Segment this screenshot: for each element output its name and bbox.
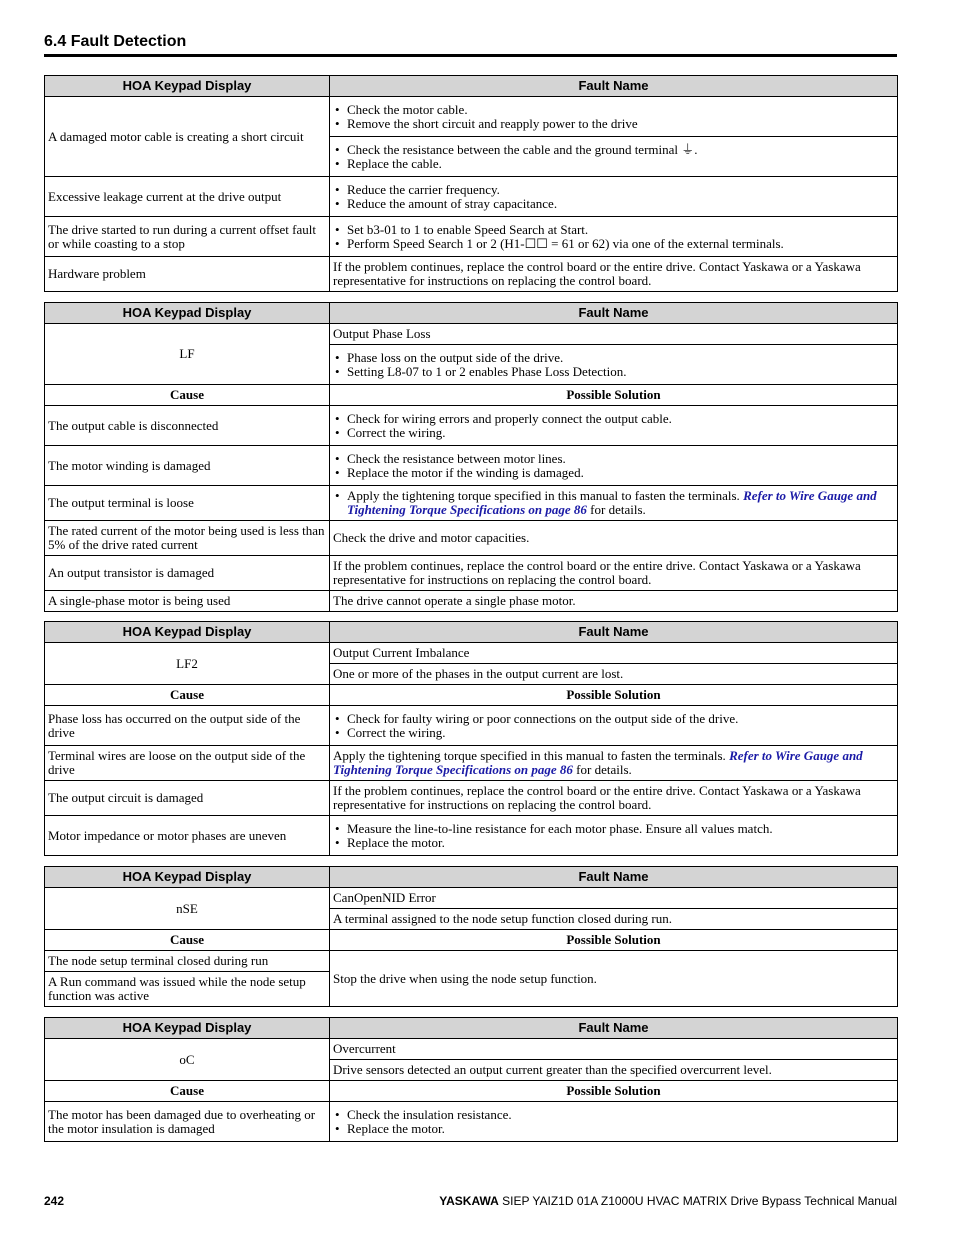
cause-cell: The node setup terminal closed during run bbox=[45, 951, 330, 972]
cause-header: Cause bbox=[45, 685, 330, 706]
cause-cell: The output cable is disconnected bbox=[45, 406, 330, 446]
solution-item: • Remove the short circuit and reapply power to the drive bbox=[333, 117, 894, 131]
description-item: • Phase loss on the output side of the drive. bbox=[333, 351, 894, 365]
fault-name: Overcurrent bbox=[330, 1039, 898, 1060]
cause-cell: Motor impedance or motor phases are uneven bbox=[45, 816, 330, 856]
solution-cell: Stop the drive when using the node setup function. bbox=[330, 951, 898, 1007]
solution-cell bbox=[330, 1102, 898, 1142]
section-rule bbox=[44, 54, 897, 57]
fault-table-nse bbox=[44, 866, 898, 1007]
cause-cell: The rated current of the motor being used is less than 5% of the drive rated current bbox=[45, 521, 330, 556]
fault-code: LF bbox=[45, 324, 330, 385]
possible-solution-header: Possible Solution bbox=[330, 930, 898, 951]
solution-item: • Check the motor cable. bbox=[333, 103, 894, 117]
solution-cell: If the problem continues, replace the control board or the entire drive. Contact Yaskawa or a Yaskawa representative for instructions on replacing the control board. bbox=[330, 781, 898, 816]
fault-code: LF2 bbox=[45, 643, 330, 685]
fault-name-header: Fault Name bbox=[330, 1018, 898, 1039]
cause-cell: The motor winding is damaged bbox=[45, 446, 330, 486]
cause-header: Cause bbox=[45, 385, 330, 406]
possible-solution-header: Possible Solution bbox=[330, 1081, 898, 1102]
solution-item: • Replace the cable. bbox=[333, 157, 894, 171]
fault-name-header: Fault Name bbox=[330, 867, 898, 888]
cause-cell: Hardware problem bbox=[45, 257, 330, 292]
cause-header: Cause bbox=[45, 1081, 330, 1102]
section-title: 6.4 Fault Detection bbox=[44, 33, 187, 50]
cause-cell: A single-phase motor is being used bbox=[45, 591, 330, 612]
cause-cell: An output transistor is damaged bbox=[45, 556, 330, 591]
cause-cell: Excessive leakage current at the drive output bbox=[45, 177, 330, 217]
wire-gauge-reference-link[interactable]: Refer to Wire Gauge and Tightening Torque Specifications on page 86 bbox=[333, 748, 863, 777]
fault-name-header: Fault Name bbox=[330, 76, 898, 97]
solution-cell bbox=[330, 406, 898, 446]
hoa-keypad-display-header: HOA Keypad Display bbox=[45, 303, 330, 324]
solution-cell bbox=[330, 97, 898, 137]
cause-cell: A Run command was issued while the node setup function was active bbox=[45, 972, 330, 1007]
solution-item: • Measure the line-to-line resistance for each motor phase. Ensure all values match. bbox=[333, 822, 894, 836]
fault-description: A terminal assigned to the node setup function closed during run. bbox=[330, 909, 898, 930]
solution-cell: If the problem continues, replace the control board or the entire drive. Contact Yaskawa or a Yaskawa representative for instructions on replacing the control board. bbox=[330, 556, 898, 591]
solution-item: • Check for wiring errors and properly connect the output cable. bbox=[333, 412, 894, 426]
solution-cell bbox=[330, 446, 898, 486]
solution-cell bbox=[330, 217, 898, 257]
solution-item: • Check the resistance between the cable and the ground terminal ⏚. bbox=[333, 143, 894, 157]
solution-item: • Set b3-01 to 1 to enable Speed Search at Start. bbox=[333, 223, 894, 237]
fault-name: Output Phase Loss bbox=[330, 324, 898, 345]
solution-text: for details. bbox=[572, 762, 632, 777]
hoa-keypad-display-header: HOA Keypad Display bbox=[45, 867, 330, 888]
solution-cell: If the problem continues, replace the control board or the entire drive. Contact Yaskawa or a Yaskawa representative for instructions on replacing the control board. bbox=[330, 257, 898, 292]
fault-name: CanOpenNID Error bbox=[330, 888, 898, 909]
solution-cell bbox=[330, 486, 898, 521]
solution-item bbox=[333, 489, 894, 517]
fault-name-header: Fault Name bbox=[330, 622, 898, 643]
solution-text: for details. bbox=[586, 502, 646, 517]
fault-description: One or more of the phases in the output current are lost. bbox=[330, 664, 898, 685]
cause-cell: The output circuit is damaged bbox=[45, 781, 330, 816]
solution-item: • Check for faulty wiring or poor connections on the output side of the drive. bbox=[333, 712, 894, 726]
solution-cell bbox=[330, 177, 898, 217]
cause-cell: A damaged motor cable is creating a short circuit bbox=[45, 97, 330, 177]
fault-table-lf bbox=[44, 302, 898, 612]
possible-solution-header: Possible Solution bbox=[330, 685, 898, 706]
fault-name: Output Current Imbalance bbox=[330, 643, 898, 664]
solution-cell: The drive cannot operate a single phase motor. bbox=[330, 591, 898, 612]
fault-code: oC bbox=[45, 1039, 330, 1081]
possible-solution-header: Possible Solution bbox=[330, 385, 898, 406]
cause-cell: The drive started to run during a current offset fault or while coasting to a stop bbox=[45, 217, 330, 257]
solution-cell bbox=[330, 816, 898, 856]
solution-item: • Replace the motor. bbox=[333, 836, 894, 850]
description-item: • Setting L8-07 to 1 or 2 enables Phase Loss Detection. bbox=[333, 365, 894, 379]
solution-item: • Reduce the amount of stray capacitance. bbox=[333, 197, 894, 211]
solution-item: • Replace the motor. bbox=[333, 1122, 894, 1136]
solution-text: Apply the tightening torque specified in this manual to fasten the terminals. bbox=[333, 748, 730, 763]
cause-cell: Phase loss has occurred on the output side of the drive bbox=[45, 706, 330, 746]
solution-item: • Correct the wiring. bbox=[333, 726, 894, 740]
wire-gauge-reference-link[interactable]: Refer to Wire Gauge and Tightening Torque Specifications on page 86 bbox=[347, 488, 877, 517]
solution-item: • Replace the motor if the winding is damaged. bbox=[333, 466, 894, 480]
solution-cell bbox=[330, 706, 898, 746]
fault-description: Drive sensors detected an output current greater than the specified overcurrent level. bbox=[330, 1060, 898, 1081]
cause-cell: Terminal wires are loose on the output side of the drive bbox=[45, 746, 330, 781]
hoa-keypad-display-header: HOA Keypad Display bbox=[45, 622, 330, 643]
fault-code: nSE bbox=[45, 888, 330, 930]
solution-item: • Check the insulation resistance. bbox=[333, 1108, 894, 1122]
solution-item: • Perform Speed Search 1 or 2 (H1-☐☐ = 61 or 62) via one of the external terminals. bbox=[333, 237, 894, 251]
fault-table-continued bbox=[44, 75, 898, 292]
footer-manual-title bbox=[439, 1194, 897, 1208]
solution-text: Apply the tightening torque specified in this manual to fasten the terminals. bbox=[347, 488, 744, 503]
fault-description bbox=[330, 345, 898, 385]
solution-item: • Reduce the carrier frequency. bbox=[333, 183, 894, 197]
solution-item: • Check the resistance between motor lines. bbox=[333, 452, 894, 466]
fault-table-lf2 bbox=[44, 621, 898, 856]
brand-name: YASKAWA bbox=[439, 1194, 499, 1208]
cause-cell: The motor has been damaged due to overheating or the motor insulation is damaged bbox=[45, 1102, 330, 1142]
solution-cell bbox=[330, 746, 898, 781]
solution-cell: Check the drive and motor capacities. bbox=[330, 521, 898, 556]
cause-cell: The output terminal is loose bbox=[45, 486, 330, 521]
hoa-keypad-display-header: HOA Keypad Display bbox=[45, 1018, 330, 1039]
page-number: 242 bbox=[44, 1194, 65, 1208]
fault-name-header: Fault Name bbox=[330, 303, 898, 324]
solution-item: • Correct the wiring. bbox=[333, 426, 894, 440]
solution-cell bbox=[330, 137, 898, 177]
manual-title: SIEP YAIZ1D 01A Z1000U HVAC MATRIX Drive Bypass Technical Manual bbox=[502, 1194, 897, 1208]
hoa-keypad-display-header: HOA Keypad Display bbox=[45, 76, 330, 97]
cause-header: Cause bbox=[45, 930, 330, 951]
fault-table-oc bbox=[44, 1017, 898, 1142]
